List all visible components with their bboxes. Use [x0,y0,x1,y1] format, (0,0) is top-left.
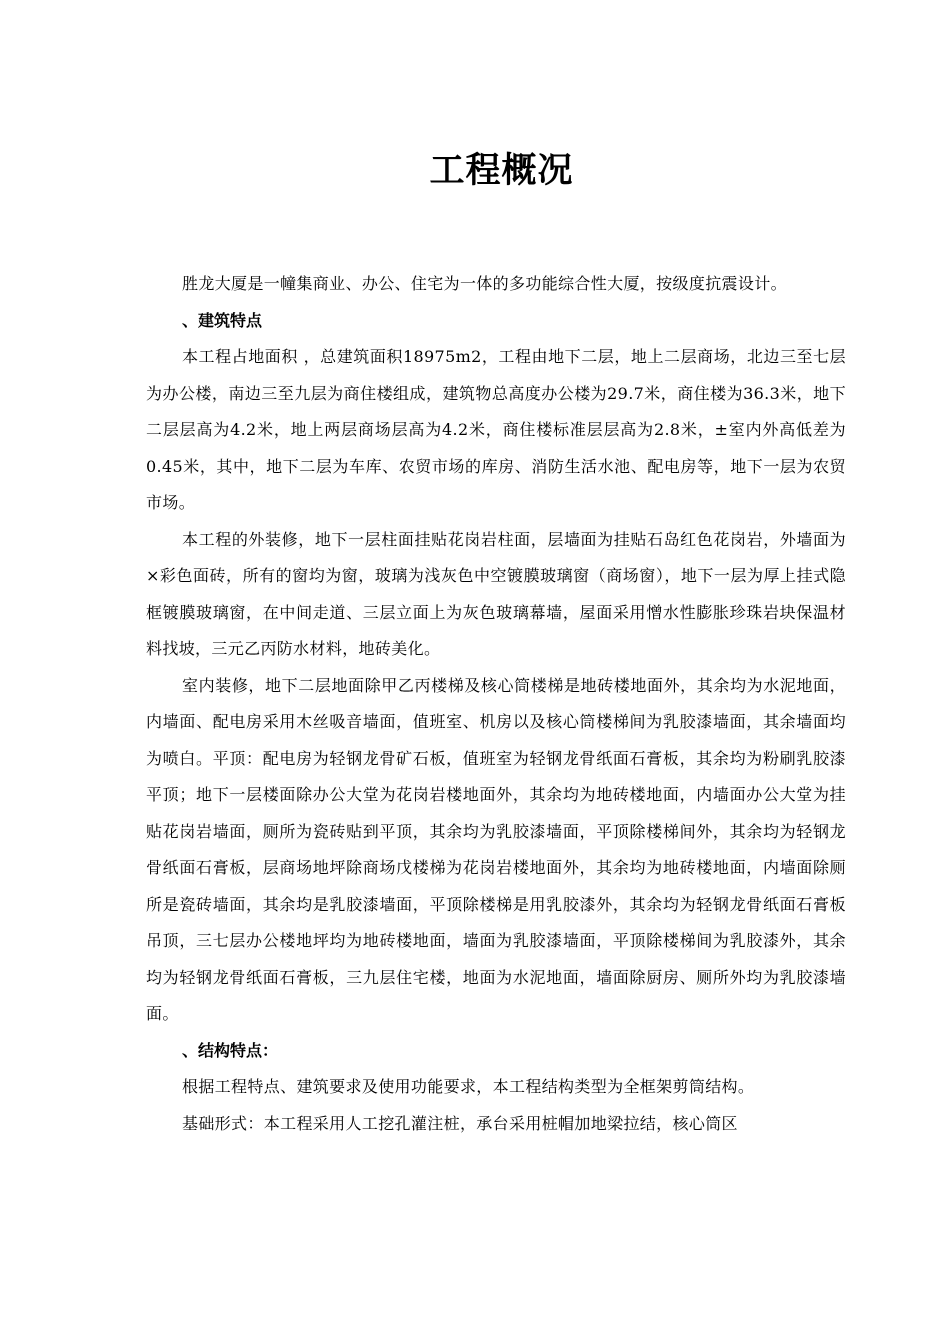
architecture-paragraph-3: 室内装修，地下二层地面除甲乙丙楼梯及核心筒楼梯是地砖楼地面外，其余均为水泥地面，内墙面、配电房采用木丝吸音墙面，值班室、机房以及核心筒楼梯间为乳胶漆墙面，其余墙面均为喷白。平顶：配电房为轻钢龙骨矿石板，值班室为轻钢龙骨纸面石膏板，其余均为粉刷乳胶漆平顶；地下一层楼面除办公大堂为花岗岩楼地面外，其余均为地砖楼地面，内墙面办公大堂为挂贴花岗岩墙面，厕所为瓷砖贴到平顶，其余均为乳胶漆墙面，平顶除楼梯间外，其余均为轻钢龙骨纸面石膏板，层商场地坪除商场戊楼梯为花岗岩楼地面外，其余均为地砖楼地面，内墙面除厕所是瓷砖墙面，其余均是乳胶漆墙面，平顶除楼梯是用乳胶漆外，其余均为轻钢龙骨纸面石膏板吊顶，三七层办公楼地坪均为地砖楼地面，墙面为乳胶漆墙面，平顶除楼梯间为乳胶漆外，其余均为轻钢龙骨纸面石膏板，三九层住宅楼，地面为水泥地面，墙面除厨房、厕所外均为乳胶漆墙面。 [146,675,846,1023]
document-title: 工程概况 [429,151,574,191]
section-heading-architecture: 、建筑特点 [182,310,263,330]
structure-paragraph-2: 基础形式：本工程采用人工挖孔灌注桩，承台采用桩帽加地梁拉结，核心筒区 [182,1113,738,1133]
architecture-paragraph-2: 本工程的外装修，地下一层柱面挂贴花岗岩柱面，层墙面为挂贴石岛红色花岗岩，外墙面为×彩色面砖，所有的窗均为窗，玻璃为浅灰色中空镀膜玻璃窗（商场窗），地下一层为厚上挂式隐框镀膜玻璃窗，在中间走道、三层立面上为灰色玻璃幕墙，屋面采用憎水性膨胀珍珠岩块保温材料找坡，三元乙丙防水材料，地砖美化。 [146,529,846,658]
intro-paragraph: 胜龙大厦是一幢集商业、办公、住宅为一体的多功能综合性大厦，按级度抗震设计。 [182,274,787,293]
document-body [146,266,846,1142]
structure-paragraph-1: 根据工程特点、建筑要求及使用功能要求，本工程结构类型为全框架剪筒结构。 [182,1077,755,1096]
section-heading-structure: 、结构特点： [182,1040,279,1060]
architecture-paragraph-1: 本工程占地面积 ，总建筑面积18975m2，工程由地下二层，地上二层商场，北边三至七层为办公楼，南边三至九层为商住楼组成，建筑物总高度办公楼为29.7米，商住楼为36.3米，地下二层层高为4.2米，地上两层商场层高为4.2米，商住楼标准层层高为2.8米，±室内外高低差为0.45米，其中，地下二层为车库、农贸市场的库房、消防生活水池、配电房等，地下一层为农贸市场。 [146,347,846,512]
